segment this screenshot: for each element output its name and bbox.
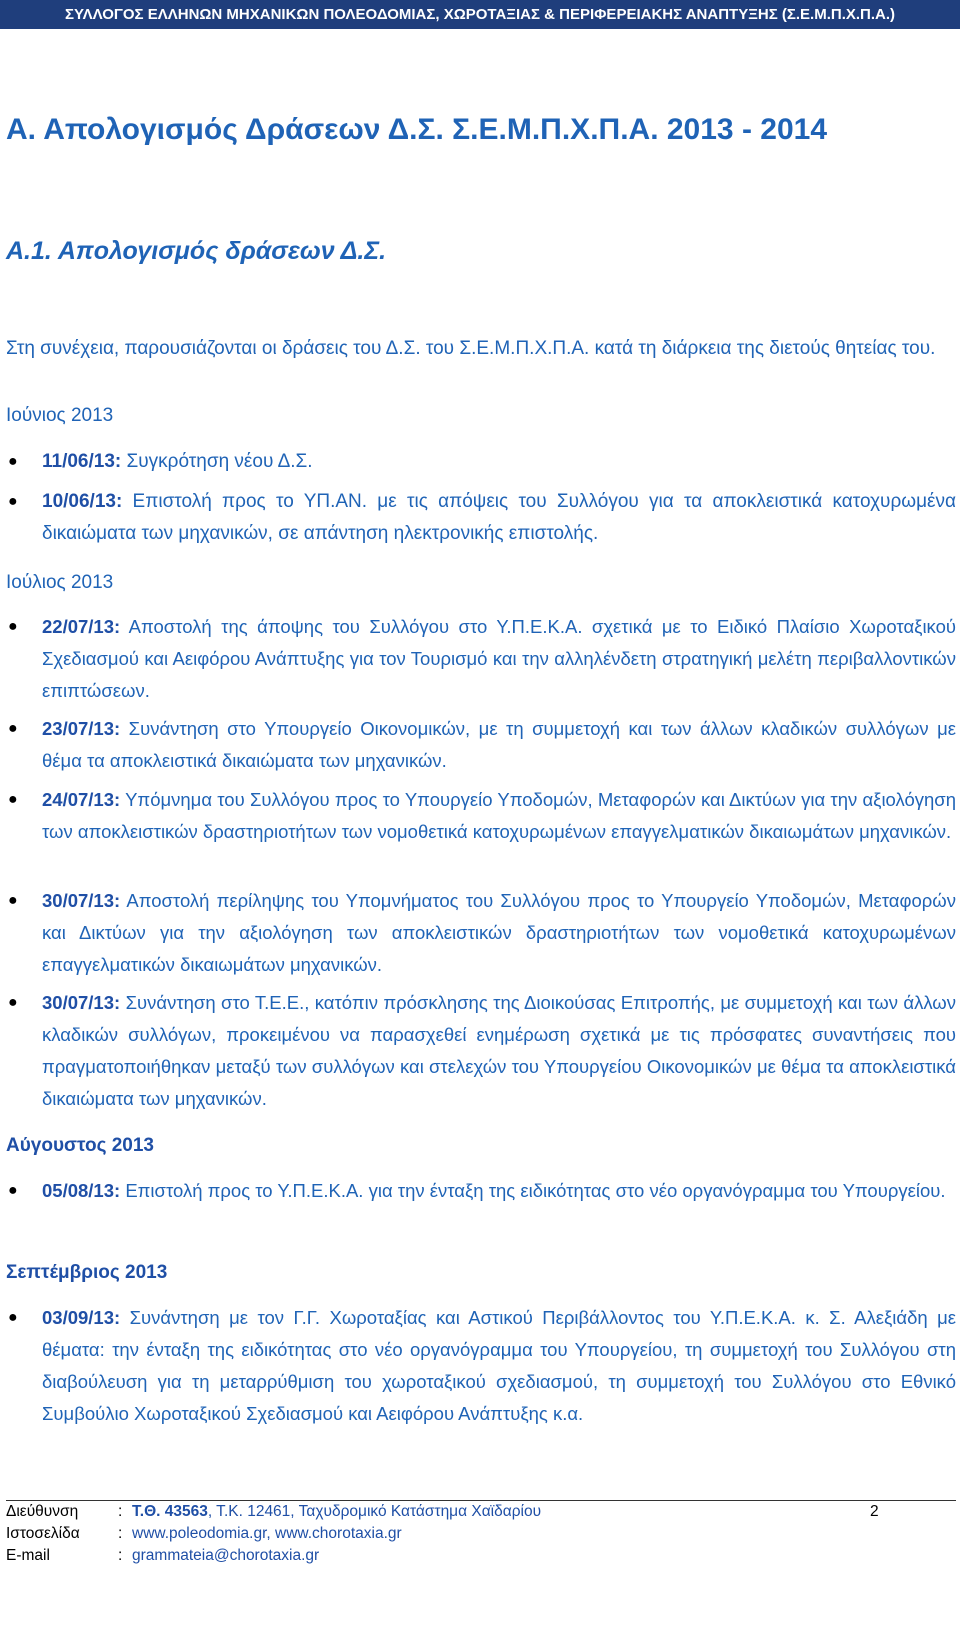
month-heading-july: Ιούλιος 2013: [6, 572, 114, 593]
item-date: 22/07/13:: [42, 616, 121, 637]
bullet-icon: ●: [8, 994, 18, 1011]
list-item: [8, 1302, 956, 1430]
footer-email-label: E-mail: [6, 1547, 50, 1564]
month-heading-august: Αύγουστος 2013: [6, 1135, 154, 1156]
bullet-icon: ●: [8, 1182, 18, 1199]
footer-address-rest: , Τ.Κ. 12461, Ταχυδρομικό Κατάστημα Χαϊδαρίου: [207, 1503, 542, 1520]
page-footer: [6, 1500, 956, 1567]
item-date: 03/09/13:: [42, 1307, 121, 1328]
item-text: Συνάντηση με τον Γ.Γ. Χωροταξίας και Αστικού Περιβάλλοντος του Υ.Π.Ε.Κ.Α. κ. Σ. Αλεξιάδη με θέματα: την ένταξη της ειδικότητας στο νέο οργανόγραμμα του Υπουργείου, τη συμμετοχή του Συλλόγου στη διαβούλευση για τη μεταρρύθμιση του χωροταξικού σχεδιασμού, τη συμμετοχή του Συλλόγου στο Εθνικό Συμβούλιο Χωροταξικού Σχεδιασμού και Αειφόρου Ανάπτυξης κ.α.: [42, 1307, 956, 1424]
footer-colon: :: [118, 1525, 123, 1542]
item-text: Υπόμνημα του Συλλόγου προς το Υπουργείο Υποδομών, Μεταφορών και Δικτύων για την αξιολόγηση των αποκλειστικών δραστηριοτήτων των νομοθετικά κατοχυρωμένων επαγγελματικών δικαιωμάτων μηχανικών.: [42, 789, 956, 842]
footer-address-value: [132, 1501, 541, 1523]
bullet-icon: ●: [8, 892, 18, 909]
list-item: [8, 713, 956, 777]
list-item: [8, 885, 956, 981]
item-date: 11/06/13:: [42, 451, 122, 472]
footer-website-label: Ιστοσελίδα: [6, 1525, 80, 1542]
list-item: [8, 486, 956, 550]
item-text: Αποστολή περίληψης του Υπομνήματος του Συλλόγου προς το Υπουργείο Υποδομών, Μεταφορών και Δικτύων για την αξιολόγηση των αποκλειστικών δραστηριοτήτων των νομοθετικά κατοχυρωμένων επαγγελματικών δικαιωμάτων μηχανικών.: [42, 890, 956, 975]
intro-paragraph: Στη συνέχεια, παρουσιάζονται οι δράσεις του Δ.Σ. του Σ.Ε.Μ.Π.Χ.Π.Α. κατά τη διάρκεια της διετούς θητείας του.: [6, 338, 936, 359]
item-date: 30/07/13:: [42, 890, 121, 911]
section-subtitle: Α.1. Απολογισμός δράσεων Δ.Σ.: [6, 237, 387, 265]
list-item: [8, 446, 956, 478]
bullet-icon: ●: [8, 720, 18, 737]
header-banner: ΣΥΛΛΟΓΟΣ ΕΛΛΗΝΩΝ ΜΗΧΑΝΙΚΩΝ ΠΟΛΕΟΔΟΜΙΑΣ, ΧΩΡΟΤΑΞΙΑΣ & ΠΕΡΙΦΕΡΕΙΑΚΗΣ ΑΝΑΠΤΥΞΗΣ (Σ.Ε.Μ.Π.Χ.Π.Α.): [0, 0, 960, 29]
bullet-icon: ●: [8, 1309, 18, 1326]
bullet-icon: ●: [8, 453, 18, 470]
month-heading-september: Σεπτέμβριος 2013: [6, 1262, 168, 1283]
footer-website-link[interactable]: www.poleodomia.gr, www.chorotaxia.gr: [132, 1525, 402, 1542]
item-date: 23/07/13:: [42, 718, 121, 739]
footer-website-row: [6, 1523, 956, 1545]
footer-address-label: Διεύθυνση: [6, 1503, 79, 1520]
item-text: Επιστολή προς το ΥΠ.ΑΝ. με τις απόψεις του Συλλόγου για τα αποκλειστικά κατοχυρωμένα δικαιώματα των μηχανικών, σε απάντηση ηλεκτρονικής επιστολής.: [42, 491, 956, 544]
list-item: [8, 987, 956, 1115]
document-title: Α. Απολογισμός Δράσεων Δ.Σ. Σ.Ε.Μ.Π.Χ.Π.Α. 2013 - 2014: [6, 113, 828, 146]
item-text: Συγκρότηση νέου Δ.Σ.: [121, 451, 313, 472]
bullet-icon: ●: [8, 618, 18, 635]
item-date: 10/06/13:: [42, 491, 123, 512]
footer-email-link[interactable]: grammateia@chorotaxia.gr: [132, 1547, 320, 1564]
footer-email-row: [6, 1545, 956, 1567]
list-item: [8, 784, 956, 848]
footer-colon: :: [118, 1503, 123, 1520]
bullet-icon: ●: [8, 791, 18, 808]
item-date: 05/08/13:: [42, 1180, 121, 1201]
item-text: Επιστολή προς το Υ.Π.Ε.Κ.Α. για την ένταξη της ειδικότητας στο νέο οργανόγραμμα του Υπουργείου.: [120, 1180, 946, 1201]
item-date: 30/07/13:: [42, 992, 121, 1013]
list-item: [8, 1175, 956, 1207]
list-item: [8, 611, 956, 707]
item-date: 24/07/13:: [42, 789, 121, 810]
item-text: Συνάντηση στο Υπουργείο Οικονομικών, με τη συμμετοχή και των άλλων κλαδικών συλλόγων με θέμα τα αποκλειστικά δικαιώματα των μηχανικών.: [42, 718, 956, 771]
footer-po-box: Τ.Θ. 43563: [132, 1503, 208, 1520]
bullet-icon: ●: [8, 493, 18, 510]
item-text: Αποστολή της άποψης του Συλλόγου στο Υ.Π.Ε.Κ.Α. σχετικά με το Ειδικό Πλαίσιο Χωροταξικού Σχεδιασμού και Αειφόρου Ανάπτυξης για τον Τουρισμό και την αλληλένδετη στρατηγική μελέτη περιβαλλοντικών επιπτώσεων.: [42, 616, 956, 701]
month-heading-june: Ιούνιος 2013: [6, 405, 114, 426]
page-number: 2: [870, 1503, 879, 1520]
footer-colon: :: [118, 1547, 123, 1564]
footer-address-row: [6, 1501, 956, 1523]
item-text: Συνάντηση στο Τ.Ε.Ε., κατόπιν πρόσκλησης της Διοικούσας Επιτροπής, με συμμετοχή και των άλλων κλαδικών συλλόγων, προκειμένου να παρασχεθεί ενημέρωση σχετικά με τις πρόσφατες συναντήσεις που πραγματοποιήθηκαν μεταξύ των συλλόγων και στελεχών του Υπουργείου Οικονομικών με θέμα τα αποκλειστικά δικαιώματα των μηχανικών.: [42, 992, 956, 1109]
